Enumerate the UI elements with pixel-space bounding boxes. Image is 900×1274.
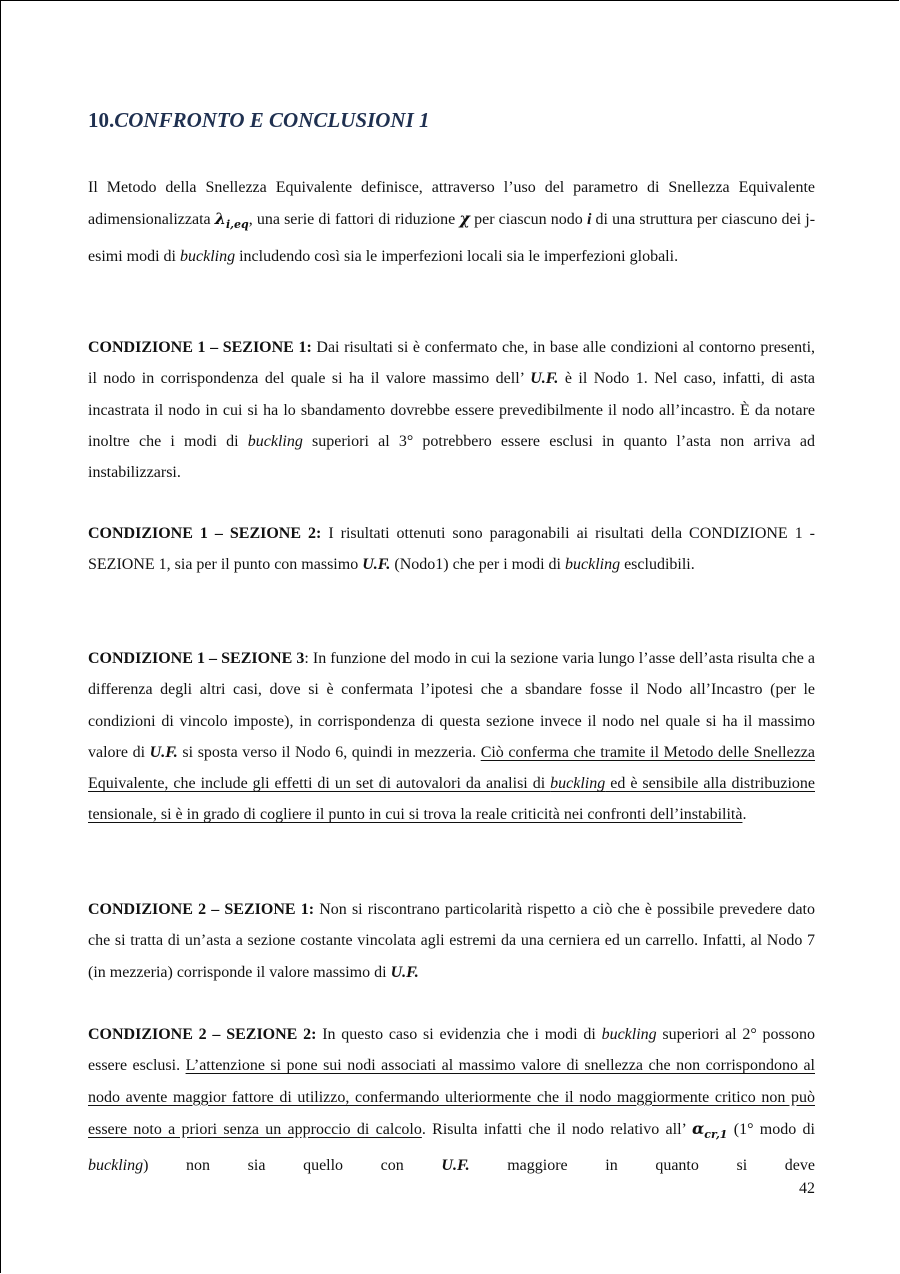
text: escludibili. (620, 556, 695, 574)
text: (Nodo1) che per i modi di (390, 556, 565, 574)
lambda-symbol: $\lambda_{i,eq}$ (214, 209, 249, 232)
text: I risultati ottenuti sono paragonabili ai risultati della CONDIZIONE 1 - SEZIONE 1, sia per il punto con massimo (88, 525, 816, 574)
text: ) non sia quello con (143, 1157, 442, 1175)
uf-term: U.F. (390, 963, 419, 981)
text: Dai risultati si è confermato che, in base alle condizioni al contorno presenti, il nodo in corrispondenza del quale si ha il valore massimo dell’ (88, 339, 816, 388)
uf-term: U.F. (362, 556, 391, 574)
text: . (742, 806, 747, 824)
text: Non si riscontrano particolarità rispetto a ciò che è possibile prevedere dato che si tratta di un’asta a sezione costante vincolata agli estremi da una cerniera ed un carrello. Infatti, al Nodo 7 (in mezzeria) corrisponde il valore massimo di (88, 901, 815, 981)
condition1-section2-paragraph (88, 518, 815, 581)
condition-label: CONDIZIONE 1 – SEZIONE 1: (88, 339, 312, 356)
underlined-text: Ciò conferma che tramite il Metodo delle Snellezza Equivalente, che include gli effetti di un set di autovalori da analisi di (88, 743, 816, 793)
uf-term: U.F. (530, 370, 559, 388)
condition2-section1-paragraph (88, 894, 815, 988)
underlined-text: ed è sensibile alla distribuzione tensionale, si è in grado di cogliere il punto in cui si trova la reale criticità nei confronti dell’instabilità (88, 775, 815, 824)
alpha-symbol: $\alpha_{cr,1}$ (691, 1118, 728, 1142)
text: maggiore in quanto si deve (469, 1157, 815, 1175)
condition1-section3-paragraph (88, 643, 815, 831)
section-heading (88, 108, 430, 133)
text: per ciascun nodo (469, 211, 587, 229)
buckling-term: buckling (88, 1157, 144, 1175)
text: Il Metodo della Snellezza Equivalente definisce, attraverso l’uso del parametro di Snellezza Equivalente adimensionalizzata (88, 179, 815, 229)
text: si sposta verso il Nodo 6, quindi in mezzeria. (177, 743, 481, 761)
condition-label: CONDIZIONE 1 – SEZIONE 2: (88, 525, 322, 542)
text: . Risulta infatti che il nodo relativo all’ (421, 1120, 692, 1138)
condition2-section2-paragraph (88, 1019, 815, 1182)
uf-term: U.F. (149, 743, 178, 761)
condition1-section1-paragraph (88, 332, 815, 488)
text: superiori al 3° potrebbero essere esclusi in quanto l’asta non arriva ad instabilizzarsi. (88, 432, 815, 482)
underlined-text: L’attenzione si pone sui nodi associati al massimo valore di snellezza che non corrispondono al nodo avente maggior fattore di utilizzo, confermando ulteriormente che il nodo maggiormente critico non può essere noto a priori senza un approccio di calcolo (88, 1057, 815, 1138)
text: superiori al 2° possono essere esclusi. (88, 1026, 816, 1075)
buckling-term: buckling (601, 1026, 657, 1043)
text: , una serie di fattori di riduzione (248, 211, 460, 229)
condition-label: CONDIZIONE 2 – SEZIONE 1: (88, 901, 315, 918)
text: : In funzione del modo in cui la sezione varia lungo l’asse dell’asta risulta che a differenza degli altri casi, dove si è confermata l’ipotesi che a sbandare fosse il Nodo all’Incastro (per le condizioni di vincolo imposte), in corrispondenza di questa sezione invece il nodo nel quale si ha il massimo valore di (88, 650, 816, 761)
buckling-term: buckling (247, 432, 303, 450)
text: di una struttura per ciascuno dei j-esimi modi di (88, 211, 816, 265)
text: includendo così sia le imperfezioni locali sia le imperfezioni globali. (235, 247, 679, 265)
condition-label: CONDIZIONE 2 – SEZIONE 2: (88, 1026, 317, 1043)
text: In questo caso si evidenzia che i modi di (316, 1026, 602, 1043)
heading-title: CONFRONTO E CONCLUSIONI 1 (114, 108, 430, 132)
buckling-term: buckling (564, 556, 621, 574)
node-i: i (586, 211, 592, 229)
page-number: 42 (799, 1180, 815, 1197)
chi-symbol: χ (459, 209, 470, 229)
condition-label: CONDIZIONE 1 – SEZIONE 3 (88, 650, 305, 667)
buckling-term: buckling (550, 775, 606, 793)
text: (1° modo di (727, 1120, 816, 1138)
text: è il Nodo 1. Nel caso, infatti, di asta incastrata il nodo in cui si ha lo sbandamento dovrebbe essere prevedibilmente il nodo all’incastro. È da notare inoltre che i modi di (88, 370, 815, 450)
buckling-term: buckling (180, 247, 236, 265)
uf-term: U.F. (441, 1157, 470, 1175)
heading-number: 10. (88, 108, 115, 132)
intro-paragraph (88, 172, 815, 272)
